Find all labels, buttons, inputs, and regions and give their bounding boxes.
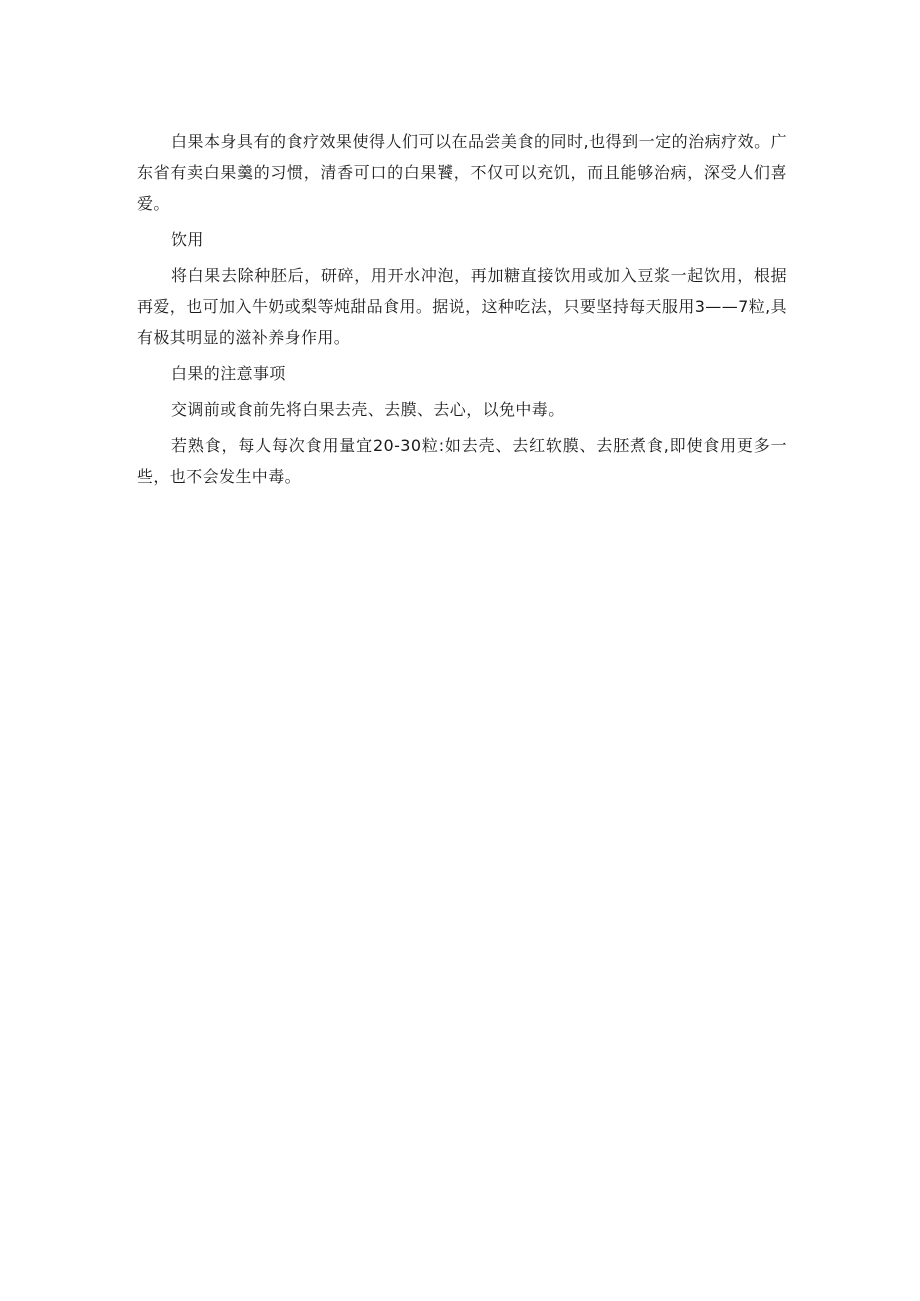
heading-precautions: 白果的注意事项 (171, 364, 286, 383)
paragraph-drinking-method: 将白果去除种胚后，研碎，用开水冲泡，再加糖直接饮用或加入豆浆一起饮用，根据再爱，也可加入牛奶或梨等炖甜品食用。据说，这种吃法，只要坚持每天服用3——7粒,具有极其明显的滋补养身作用。 (137, 266, 787, 347)
paragraph-precaution-dosage: 若熟食，每人每次食用量宜20-30粒:如去壳、去红软膜、去胚煮食,即使食用更多一些，也不会发生中毒。 (137, 436, 787, 486)
document-body (137, 126, 787, 492)
paragraph-precaution-prep: 交调前或食前先将白果去壳、去膜、去心，以免中毒。 (171, 400, 565, 419)
paragraph-intro: 白果本身具有的食疗效果使得人们可以在品尝美食的同时,也得到一定的治病疗效。广东省有卖白果羹的习惯，清香可口的白果饕，不仅可以充饥，而且能够治病，深受人们喜爱。 (137, 132, 787, 213)
heading-drinking: 饮用 (171, 230, 204, 249)
